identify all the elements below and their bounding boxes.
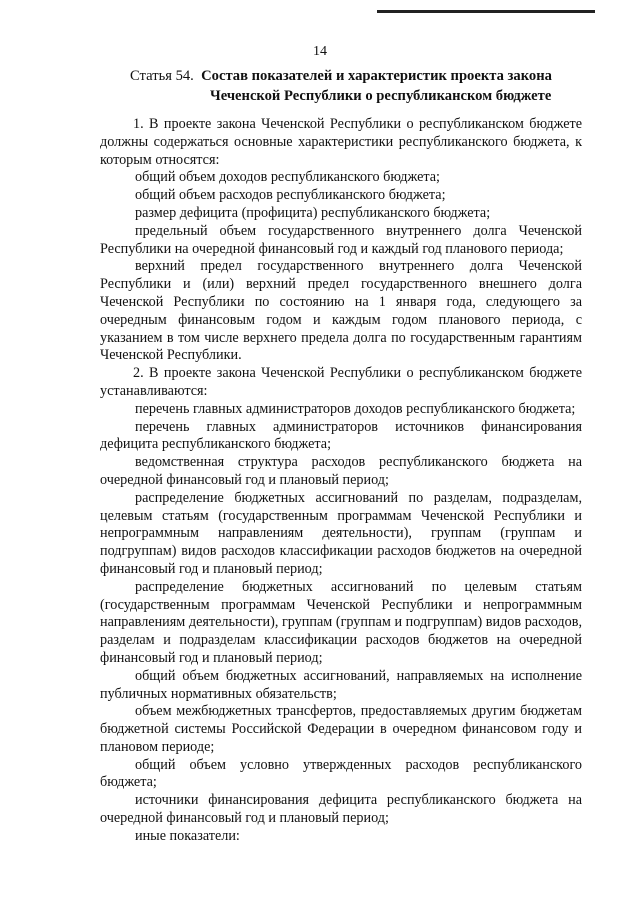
list-item: общий объем условно утвержденных расходов республиканского бюджета; [100, 756, 582, 791]
paragraph-1: 1. В проекте закона Чеченской Республики о республиканском бюджете должны содержаться основные характеристики республиканского бюджета, к которым относятся: [100, 116, 582, 168]
list-item: ведомственная структура расходов республиканского бюджета на очередной финансовый год и плановый период; [100, 454, 582, 488]
article-title-line1: Состав показателей и характеристик проекта закона [201, 68, 552, 84]
article-label: Статья 54. [130, 68, 194, 84]
list-item: перечень главных администраторов источников финансирования дефицита республиканского бюджета; [100, 418, 582, 453]
list-item: распределение бюджетных ассигнований по целевым статьям (государственным программам Чеченской Республики и непрограммным направлениям деятельности), группам (группам и подгруппам) видов расходов, разделам и подразделам классификации расходов бюджетов на очередной финансовый год и плановый период; [100, 578, 582, 666]
header-rule [377, 10, 595, 13]
list-item: источники финансирования дефицита республиканского бюджета на очередной финансовый год и плановый период; [100, 792, 582, 827]
list-item: общий объем бюджетных ассигнований, направляемых на исполнение публичных нормативных обязательств; [100, 667, 582, 702]
list-item: объем межбюджетных трансфертов, предоставляемых другим бюджетам бюджетной системы Российской Федерации в очередном финансовом году и плановом периоде; [100, 703, 582, 755]
article-heading [100, 66, 582, 106]
list-item: размер дефицита (профицита) республиканского бюджета; [135, 204, 491, 221]
article-title-line2: Чеченской Республики о республиканском бюджете [210, 88, 552, 104]
list-item: общий объем расходов республиканского бюджета; [135, 187, 446, 204]
paragraph-2: 2. В проекте закона Чеченской Республики о республиканском бюджете устанавливаются: [100, 365, 582, 399]
article-body [100, 116, 582, 846]
list-item: перечень главных администраторов доходов республиканского бюджета; [135, 400, 576, 417]
list-item: общий объем доходов республиканского бюджета; [135, 169, 440, 186]
page-number: 14 [313, 44, 327, 59]
list-item: распределение бюджетных ассигнований по разделам, подразделам, целевым статьям (государственным программам Чеченской Республики и непрограммным направлениям деятельности), группам (группам и подгруппам) видов расходов классификации расходов бюджетов на очередной финансовый год и плановый период; [100, 489, 582, 577]
list-item: иные показатели: [135, 827, 240, 844]
list-item: предельный объем государственного внутреннего долга Чеченской Республики на очередной финансовый год и каждый год планового периода; [100, 222, 582, 257]
list-item: верхний предел государственного внутреннего долга Чеченской Республики и (или) верхний предел государственного внешнего долга Чеченской Республики по состоянию на 1 января года, следующего за очередным финансовым годом и каждым годом планового периода, с указанием в том числе верхнего предела долга по государственным гарантиям Чеченской Республики. [100, 258, 582, 364]
article-heading-line1 [100, 66, 582, 86]
